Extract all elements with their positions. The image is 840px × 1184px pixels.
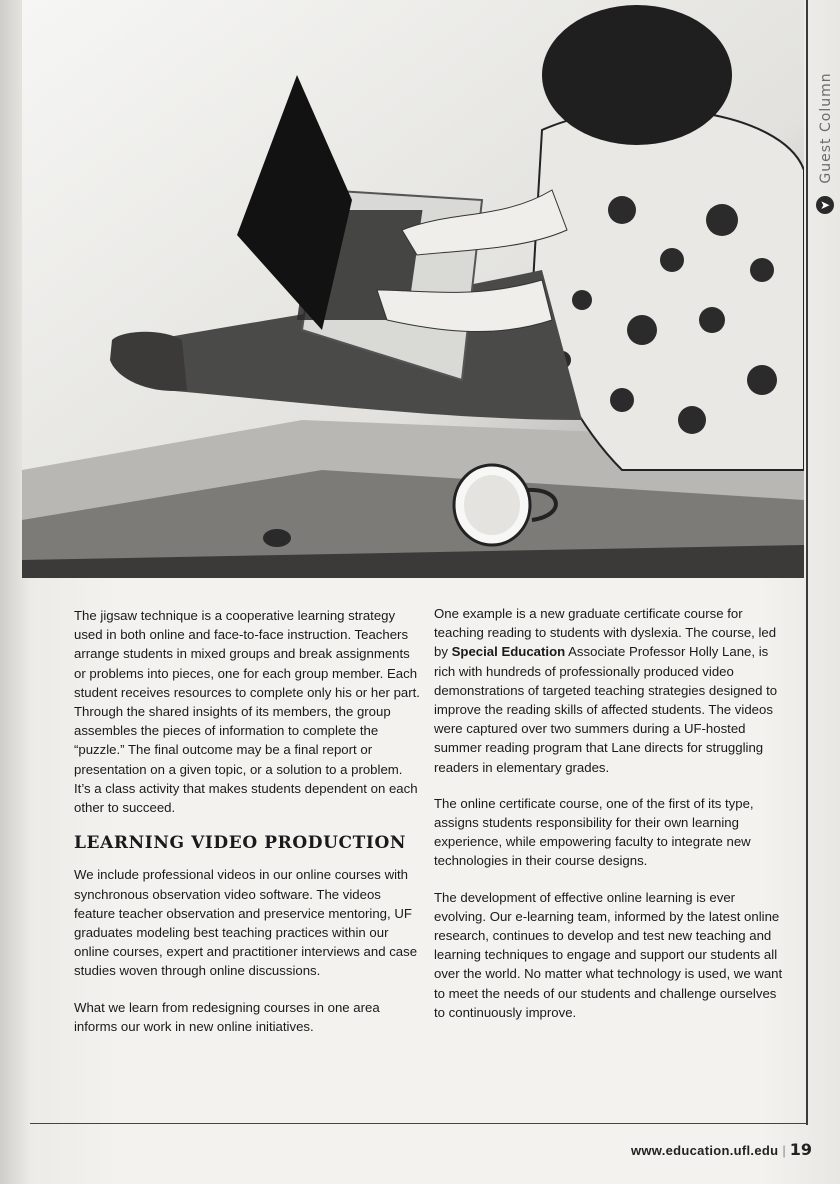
special-education-highlight: Special Education xyxy=(451,644,566,660)
section-heading: LEARNING VIDEO PRODUCTION xyxy=(74,833,407,854)
paragraph-redesign: What we learn from redesigning courses in one area informs our work in new online initiatives. xyxy=(74,999,380,1034)
section-tab-label: Guest Column xyxy=(818,72,834,184)
paragraph-online-certificate: The online certificate course, one of the first of its type, assigns students responsibility for their own learning experience, while empowering faculty to integrate new technologies in their course designs. xyxy=(434,795,754,869)
page-edge-rule xyxy=(806,0,808,1125)
footer-separator: | xyxy=(782,1143,786,1158)
paragraph-certificate-text-a: One example is a new graduate certificate course for teaching reading to students with dyslexia. The course, led by xyxy=(434,606,777,660)
right-column xyxy=(434,604,784,1039)
paragraph-certificate-text-b: Associate Professor Holly Lane, is rich with hundreds of professionally produced video demonstrations of targeted teaching strategies designed to improve the reading skills of affected students. The videos were captured over two summers during a UF-hosted summer reading program that Lane directs for struggling readers in elementary grades. xyxy=(434,644,778,775)
footer-url[interactable]: www.education.ufl.edu xyxy=(630,1143,779,1158)
footer-rule xyxy=(30,1123,808,1124)
paragraph-video-production: We include professional videos in our online courses with synchronous observation video software. The videos feature teacher observation and preservice mentoring, UF graduates modeling best teaching practices within our online courses, expert and practitioner interviews and case studies woven through online discussions. xyxy=(74,867,418,979)
paragraph-development: The development of effective online learning is ever evolving. Our e-learning team, informed by the latest online research, continues to develop and test new teaching and learning techniques to engage and support our students all over the world. No matter what technology is used, we want to meet the needs of our students and challenge ourselves to continuously improve. xyxy=(434,889,783,1020)
left-column xyxy=(74,606,420,1053)
section-tab[interactable] xyxy=(812,60,838,220)
page-footer xyxy=(631,1140,812,1159)
student-laptop-photo xyxy=(22,0,804,578)
paragraph-jigsaw: The jigsaw technique is a cooperative learning strategy used in both online and face-to-face instruction. Teachers arrange students in mixed groups and break assignments or problems into pieces, one for each group member. Each student receives resources to complete only his or her part. Through the shared insights of its members, the group assembles the pieces of information to complete the “puzzle.” The final outcome may be a final report or presentation on a given topic, or a solution to a problem. It’s a class activity that makes students dependent on each other to succeed. xyxy=(74,608,420,816)
page-number: 19 xyxy=(789,1140,812,1159)
arrow-circle-icon: ➤ xyxy=(816,196,834,214)
paragraph-certificate-example xyxy=(434,604,784,777)
